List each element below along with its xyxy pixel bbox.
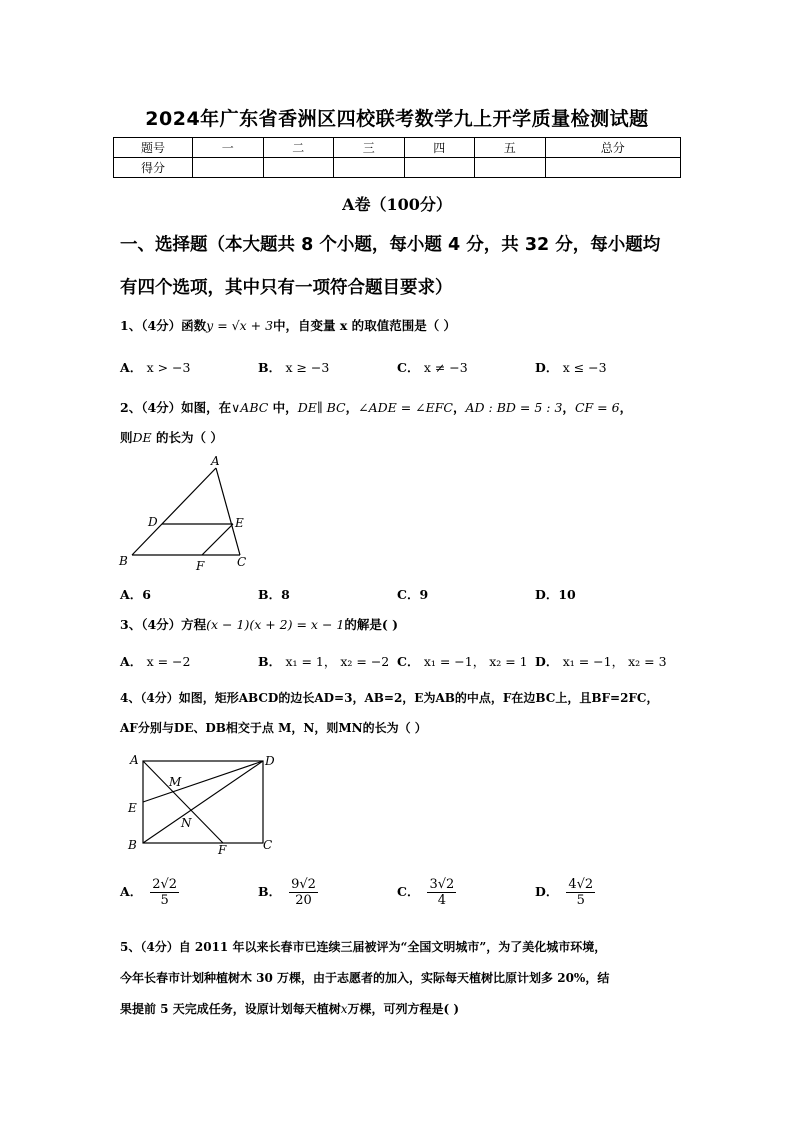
q1-option-d: D． x ≤ −3 <box>535 360 607 375</box>
q3-option-a: A． x = −2 <box>120 654 191 669</box>
q4-option-c: C． $\frac{3√2}{4}$ <box>397 877 455 908</box>
q3-option-d: D． x₁ = −1， x₂ = 3 <box>535 654 667 669</box>
question-5-line1: 5、（4分）自 2011 年以来长春市已连续三届被评为“全国文明城市”，为了美化城市环境， <box>120 940 607 954</box>
score-table-header-row <box>114 138 681 158</box>
question-3: 3、（4分）方程(x − 1)(x + 2) = x − 1的解是( ) <box>120 617 399 632</box>
q3-option-c: C． x₁ = −1， x₂ = 1 <box>397 654 528 669</box>
score-cell <box>263 158 334 178</box>
fig-label-m: M <box>169 775 182 789</box>
section-a-title: A卷（100分） <box>342 195 452 214</box>
score-table <box>113 137 681 178</box>
score-header-cell: 一 <box>193 138 264 158</box>
question-2-line1: 2、（4分）如图，在∨ABC 中，DE∥ BC，∠ADE = ∠EFC，AD : BD = 5 : 3，CF = 6， <box>120 400 633 415</box>
score-header-cell: 四 <box>404 138 475 158</box>
q2-option-c: C．9 <box>397 587 429 602</box>
question-4-line2: AF分别与DE、DB相交于点 M，N，则MN的长为（ ） <box>120 721 427 735</box>
question-2-line2: 则DE 的长为（ ） <box>120 430 223 445</box>
fig-line-af <box>143 761 223 843</box>
fig-label-f: F <box>196 559 205 573</box>
q3-option-b: B． x₁ = 1， x₂ = −2 <box>258 654 390 669</box>
score-header-cell: 五 <box>475 138 546 158</box>
fig-label-f: F <box>218 843 227 857</box>
question-5-line2: 今年长春市计划种植树木 30 万棵，由于志愿者的加入，实际每天植树比原计划多 20%，结 <box>120 971 610 985</box>
fig-label-d: D <box>265 754 275 768</box>
section-heading-line2: 有四个选项，其中只有一项符合题目要求） <box>120 278 453 298</box>
score-header-cell: 二 <box>263 138 334 158</box>
score-row-label: 得分 <box>114 158 193 178</box>
fig-label-n: N <box>181 816 192 830</box>
q4-option-b: B． $\frac{9√2}{20}$ <box>258 877 316 908</box>
q4-option-a: A． $\frac{2√2}{5}$ <box>120 877 178 908</box>
q2-triangle: ∨ABC <box>231 400 269 415</box>
fig-line-de <box>143 761 263 802</box>
score-cell <box>475 158 546 178</box>
q4-option-d: D． $\frac{4√2}{5}$ <box>535 877 594 908</box>
score-header-cell: 三 <box>334 138 405 158</box>
q1-suffix: 中，自变量 x 的取值范围是（ ） <box>273 318 457 333</box>
fig-label-a: A <box>130 753 139 767</box>
fig-label-c: C <box>263 838 273 852</box>
q2-option-b: B．8 <box>258 587 290 602</box>
q1-option-c: C． x ≠ −3 <box>397 360 468 375</box>
q2-option-d: D．10 <box>535 587 576 602</box>
q1-option-b: B． x ≥ −3 <box>258 360 330 375</box>
q3-equation: (x − 1)(x + 2) = x − 1 <box>206 617 345 632</box>
question-4-line1: 4、（4分）如图，矩形ABCD的边长AD=3，AB=2，E为AB的中点，F在边BC上，且BF=2FC， <box>120 691 659 705</box>
fig-line-ab <box>132 468 216 555</box>
score-header-cell: 总分 <box>545 138 681 158</box>
fig-line-ac <box>216 468 240 555</box>
page-title: 2024年广东省香洲区四校联考数学九上开学质量检测试题 <box>145 108 649 130</box>
fig-label-b: B <box>128 838 137 852</box>
score-cell <box>334 158 405 178</box>
fig-label-d: D <box>148 515 158 529</box>
score-cell <box>545 158 681 178</box>
fig-line-db <box>143 761 263 843</box>
fig-label-b: B <box>119 554 128 568</box>
fig-label-a: A <box>211 454 220 468</box>
question-5-line3: 果提前 5 天完成任务，设原计划每天植树x万棵，可列方程是( ) <box>120 1002 460 1016</box>
q1-prefix: 1、（4分）函数 <box>120 318 207 333</box>
q4-rectangle-figure <box>124 750 284 860</box>
q2-option-a: A．6 <box>120 587 151 602</box>
q1-option-a: A． x > −3 <box>120 360 191 375</box>
fig-line-ef <box>202 524 233 555</box>
score-table-score-row <box>114 158 681 178</box>
fig-label-e: E <box>128 801 137 815</box>
score-header-cell: 题号 <box>114 138 193 158</box>
fig-label-c: C <box>237 555 247 569</box>
fig-label-e: E <box>235 516 244 530</box>
section-heading-line1: 一、选择题（本大题共 8 个小题，每小题 4 分，共 32 分，每小题均 <box>120 235 661 255</box>
q1-formula: y = √x + 3 <box>206 318 274 333</box>
score-cell <box>193 158 264 178</box>
question-1 <box>120 316 690 334</box>
q2-triangle-figure <box>118 456 258 574</box>
score-cell <box>404 158 475 178</box>
